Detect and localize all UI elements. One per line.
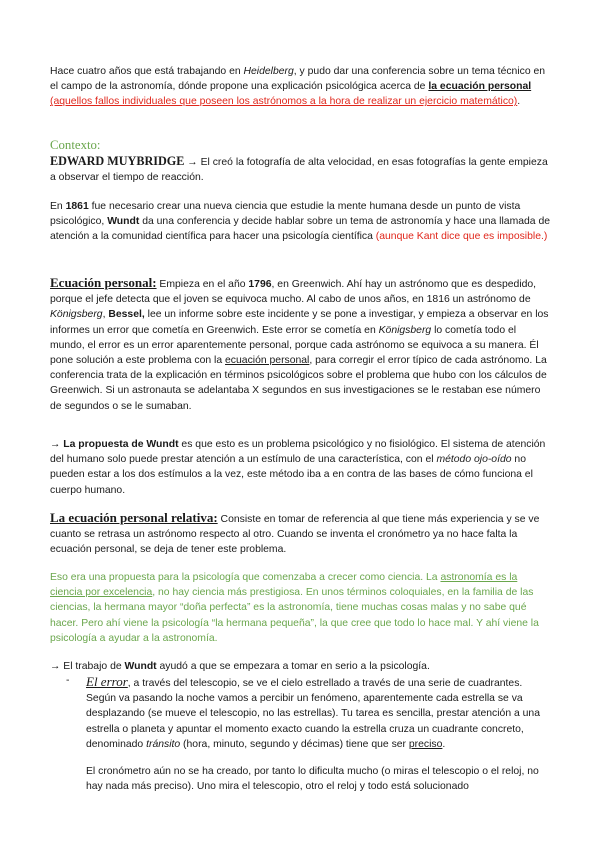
text: lo cometía todo el mundo, el error es un error aparentemente personal, porque cada astrónomo se equivoca a su manera. Él pone solución a este problema con la xyxy=(50,324,539,367)
text: , xyxy=(102,309,109,321)
text: En xyxy=(50,201,66,212)
place-konigsberg: Königsberg xyxy=(50,309,103,321)
text: Hace cuatro años que está trabajando en xyxy=(50,66,244,77)
text: fue necesario crear una nueva ciencia que estudie la mente humana desde un punto de vista psicológico, xyxy=(50,201,521,228)
context-paragraph xyxy=(50,154,550,185)
text: da una conferencia y decide hablar sobre un tema de astronomía y hace una llamada de atención a la comunidad científica para hacer una psicología científica xyxy=(50,216,551,243)
person-wundt: Wundt xyxy=(124,661,157,672)
list-bullet-dash: - xyxy=(66,675,70,686)
metodo-ojo-oido: método ojo-oído xyxy=(436,454,512,466)
term-transito: tránsito xyxy=(146,738,181,750)
text: (hora, minuto, segundo y décimas) tiene que ser xyxy=(180,738,409,750)
paragraph-1861 xyxy=(50,199,550,245)
term-ecuacion-personal: ecuación personal xyxy=(225,355,310,367)
year-1796: 1796 xyxy=(248,279,272,290)
text: . xyxy=(517,96,521,108)
text: es que esto es un problema psicológico y no fisiológico. El sistema de atención del humano solo puede prestar atención a un estímulo de una característica, con el xyxy=(50,439,546,466)
relativa-paragraph xyxy=(50,510,550,558)
error-list-item xyxy=(86,674,550,752)
text: no pueden estar a los dos estímulos a la vez, este método iba a en contra de las bases de cómo funciona el cuerpo humano. xyxy=(50,454,533,496)
place-heidelberg: Heidelberg xyxy=(243,66,294,77)
intro-paragraph xyxy=(50,64,550,110)
person-wundt: Wundt xyxy=(107,216,140,228)
person-muybridge: EDWARD MUYBRIDGE xyxy=(50,154,185,168)
text: , y pudo dar una conferencia sobre un tema técnico en el campo de la astronomía, dónde propone una explicación psicológica acerca de xyxy=(50,66,546,93)
arrow: → xyxy=(50,439,64,450)
section-heading: La ecuación personal relativa: xyxy=(50,510,218,525)
text: Empieza en el año xyxy=(156,279,249,290)
cronometro-paragraph: El cronómetro aún no se ha creado, por tanto lo dificulta mucho (o miras el telescopio o el reloj, no hay nada más preciso). Uno mira el telescopio, otro el reloj y todo está solucionado xyxy=(86,766,539,793)
text: lee un informe sobre este incidente y se pone a investigar, y empieza a observar en los informes un error que cometía en Greenwich. Este error se cometía en xyxy=(50,309,549,336)
text: , en Greenwich. Ahí hay un astrónomo que es despedido, porque el jefe detecta que el joven se equivoca mucho. Al cabo de unos años, en 1816 un astrónomo de xyxy=(50,279,537,306)
red-note: (aunque Kant dice que es imposible.) xyxy=(375,231,548,243)
trabajo-paragraph xyxy=(50,659,550,674)
text: , no hay ciencia más prestigiosa. En unos términos coloquiales, en la familia de las ciencias, la hermana mayor “doña perfecta” es la astronomía, tiene muchas cosas malas y no sabe qué hacer. Pero ahí viene la psicología “la hermana pequeña”, la que cree que todo lo hace mal. Y ahí viene la psicología a ayudar a la astronomía. xyxy=(50,587,539,644)
person-bessel: Bessel, xyxy=(108,309,145,321)
year-1861: 1861 xyxy=(65,201,89,212)
text: . xyxy=(442,738,446,750)
ecuacion-paragraph xyxy=(50,275,550,414)
section-heading: Ecuación personal: xyxy=(50,275,157,290)
term-preciso: preciso xyxy=(408,738,443,750)
arrow: → xyxy=(50,661,64,672)
context-title: Contexto: xyxy=(50,138,101,152)
text: El trabajo de xyxy=(63,661,125,672)
red-note: (aquellos fallos individuales que poseen los astrónomos a la hora de realizar un ejercicio matemático) xyxy=(50,96,518,108)
arrow: → xyxy=(184,157,201,168)
text: El creó la fotografía de alta velocidad, en esas fotografías la gente empieza a observar el tiempo de reacción. xyxy=(50,157,548,184)
propuesta-label: La propuesta de Wundt xyxy=(63,439,179,450)
text: , a través del telescopio, se ve el cielo estrellado a través de una serie de cuadrantes. Según va pasando la noche vamos a percibir un fenómeno, aparentemente cada estrella se va desplazando (se mueve el telescopio, no las estrellas). Tu tarea es sencilla, prestar atención a una estrella o planeta y apuntar el momento exacto cuando la estrella cruza un cuadrante concreto, denominado xyxy=(86,678,540,750)
text: Eso era una propuesta para la psicología que comenzaba a crecer como ciencia. La xyxy=(50,572,441,583)
text: ayudó a que se empezara a tomar en serio a la psicología. xyxy=(156,661,430,672)
place-konigsberg: Königsberg xyxy=(378,324,432,336)
text: Consiste en tomar de referencia al que tiene más experiencia y se ve cuanto se retrasa un astrónomo respecto al otro. Cuando se inventa el cronómetro ya no hace falta la ecuación personal, se deja de tener este problema. xyxy=(50,514,540,556)
green-paragraph xyxy=(50,570,550,646)
term-ecuacion-personal: la ecuación personal xyxy=(428,81,532,93)
propuesta-paragraph xyxy=(50,437,550,498)
text: , para corregir el error típico de cada astrónomo. La conferencia trata de la explicación en términos psicológicos sobre el problema que hubo con los cálculos de Greenwich. Si un astronauta se adelantaba X segundos en sus investigaciones se le restaban ese número de segundos o se le sumaban. xyxy=(50,355,547,412)
section-heading: El error xyxy=(86,674,128,689)
highlight-astronomia: astronomía es la ciencia por excelencia xyxy=(50,572,518,599)
